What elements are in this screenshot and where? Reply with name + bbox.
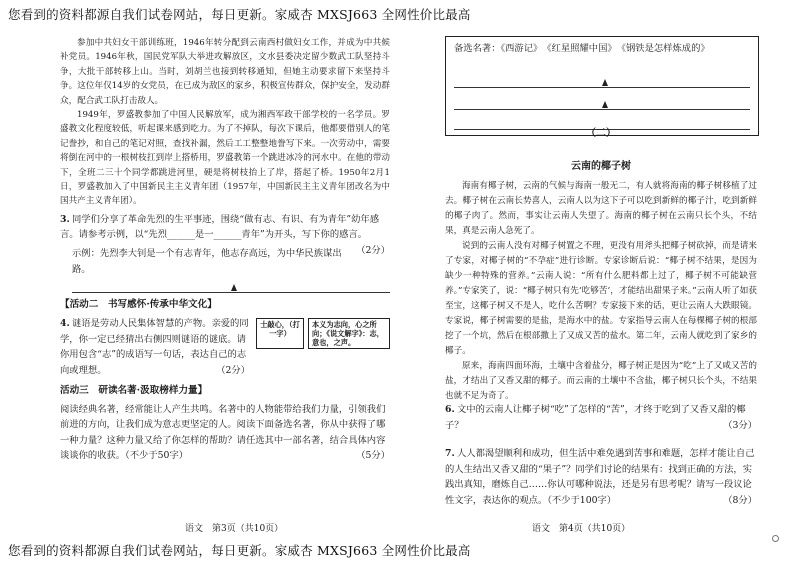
question-score: （2分） — [216, 365, 250, 377]
passage-title: 云南的椰子树 — [571, 161, 631, 172]
question-3-example — [72, 246, 390, 277]
question-score: （3分） — [723, 419, 757, 431]
corner-mark-icon — [772, 535, 779, 542]
answer-line[interactable] — [454, 109, 750, 110]
question-7 — [445, 446, 757, 508]
passage-paragraph: 1949年，罗盛教参加了中国人民解放军，成为湘西军政干部学校的一名学员。罗盛教文化程度较低，听起课来感到吃力。为了不掉队，每次下课后，他都要借别人的笔记誊抄，和自己的笔记对照，查找补漏，然后工工整整地誊写下来。一次劳动中，需要将倒在河中的一根树枝扛到岸上搭桥用，罗盛教第一个跳进冰冷的河水中。在他的带动下，全班二三十个同学都跳进河里，硬是将树枝抬上了岸，搭起了桥。1950年2月1日，罗盛教加入了中国新民主主义青年团（1957年，中国新民主主义青年团改名为中国共产主义青年团）。 — [60, 110, 390, 207]
answer-line[interactable] — [72, 280, 390, 293]
page-footer-left: 语文 第3页（共10页） — [185, 524, 284, 534]
example-text: 示例：先烈李大钊是一个有志青年，他志存高远，为中华民族谋出路。 — [72, 248, 342, 275]
question-score: （5分） — [356, 450, 390, 462]
question-number: 7. — [445, 448, 455, 459]
passage-paragraph: 海南有椰子树，云南的气候与海南一般无二，有人就将海南的椰子树移植了过去。椰子树在云南长势喜人，云南人以为这下子可以吃到新鲜的椰子汁，吃到新鲜的椰子肉了。然而，事实让云南人失望了。海南的椰子树在云南只长个头，不结果，真是云南人急死了。 — [445, 181, 757, 236]
question-text: 阅读经典名著，经常能让人产生共鸣。名著中的人物能带给我们力量，引领我们前进的方向，让我们成为意志更坚定的人。阅读下面备选名著，你从中获得了哪一种力量？这种力量又给了你怎样的帮助？请任选其中一部名著，结合具体内容谈谈你的收获。（不少于50字） — [60, 403, 386, 462]
page-footer-right: 语文 第4页（共10页） — [532, 524, 631, 534]
passage-paragraph: 说到的云南人没有对椰子树置之不理，更没有用斧头把椰子树砍掉，而是请来了专家，对椰子树的“不孕症”进行诊断。专家诊断后说：“椰子树不结果，是因为缺少一种特殊的营养。”云南人说：“所有什么肥料都上过了，椰子树不可能缺营养。”专家笑了，说：“椰子树只有先‘吃够苦’，才能结出甜果子来。”云南人听了如获至宝，这椰子树又不是人，吃什么苦啊？专家接下来的话，更让云南人大跌眼镜。专家说，椰子树需要的是盐，是海水中的盐。专家指导云南人在每棵椰子树的根部挖了一个坑，然后在根部撒上了又成又苦的盐水。第二年，云南人就吃到了家乡的椰子。 — [445, 241, 757, 356]
question-number: 4. — [60, 318, 70, 330]
triangle-marker-icon — [602, 101, 608, 108]
bottom-banner: 您看到的资料都源自我们试卷网站，每日更新。家威杏 MXSJ663 全网性价比最高 — [8, 543, 471, 558]
book-list: 备选名著：《西游记》 《红星照耀中国》 《钢铁是怎样炼成的》 — [454, 43, 710, 54]
question-text: 谜语是劳动人民集体智慧的产物。亲爱的同学，你一定已经猜出右侧四则谜语的谜底。请你用包含“志”的成语写一句话，表达自己的志向或理想。 — [60, 318, 249, 377]
riddle-boxes — [256, 318, 390, 349]
question-number: 3. — [60, 213, 70, 225]
question-text: 文中的云南人让椰子树“吃”了怎样的“苦”，才终于吃到了又香又甜的椰子？ — [445, 404, 746, 431]
triangle-marker-icon — [602, 79, 608, 86]
section-number: （二） — [586, 128, 616, 139]
question-6 — [445, 402, 757, 433]
passage-paragraph: 参加中共妇女干部训练班，1946年转分配到云南西村做妇女工作，并成为中共候补党员。1946年秋，国民党军队大举进攻解放区，文水县委决定留少数武工队坚持斗争，大批干部转移上山。当时，刘胡兰也接到转移通知，但她主动要求留下来坚持斗争。这位年仅14岁的女党员，在已成为敌区的家乡，积极宣传群众，保护安全，发动群众，配合武工队打击敌人。 — [60, 38, 390, 106]
riddle-box-2: 本义为志向，心之所向；《说文解字》：志，意也，之声。 — [308, 318, 390, 349]
left-page-column — [60, 36, 390, 464]
question-3 — [60, 212, 390, 257]
passage-paragraph: 原来，海南四面环海，土壤中含着盐分，椰子树正是因为“吃”上了又咸又苦的盐，才结出了又香又甜的椰子。而云南的土壤中不含盐，椰子树只长个头，不结果也就不足为奇了。 — [445, 361, 757, 401]
triangle-marker-icon — [231, 284, 237, 291]
question-5 — [60, 402, 390, 464]
question-score: （8分） — [723, 494, 757, 506]
question-text: 人人都渴望顺利和成功，但生活中难免遇到苦事和难题，怎样才能让自己的人生结出又香又甜的“果子”？同学们讨论的结果有：找到正确的方法，实践出真知，磨炼自己……你认可哪种说法，还是另有思考呢？请写一段议论性文字，表达你的观点。（不少于100字） — [445, 448, 755, 506]
activity-3-heading: 活动三 研读名著·汲取榜样力量】 — [60, 384, 208, 396]
question-score: （2分） — [356, 245, 390, 257]
answer-line[interactable] — [454, 87, 750, 88]
answer-box — [445, 36, 759, 136]
right-passage — [445, 179, 757, 404]
top-banner: 您看到的资料都源自我们试卷网站，每日更新。家威杏 MXSJ663 全网性价比最高 — [8, 7, 471, 22]
riddle-box-1: 士敲心，（打一字） — [256, 318, 304, 349]
activity-2-heading: 【活动二 书写感怀·传承中华文化】 — [60, 299, 217, 311]
question-number: 6. — [445, 404, 455, 415]
question-4 — [60, 316, 390, 378]
question-text: 同学们分享了革命先烈的生平事迹，围绕“做有志、有识、有为青年”幼年感言。请参考示例，以“先烈______是一______青年”为开头，写下你的感言。 — [60, 213, 380, 241]
